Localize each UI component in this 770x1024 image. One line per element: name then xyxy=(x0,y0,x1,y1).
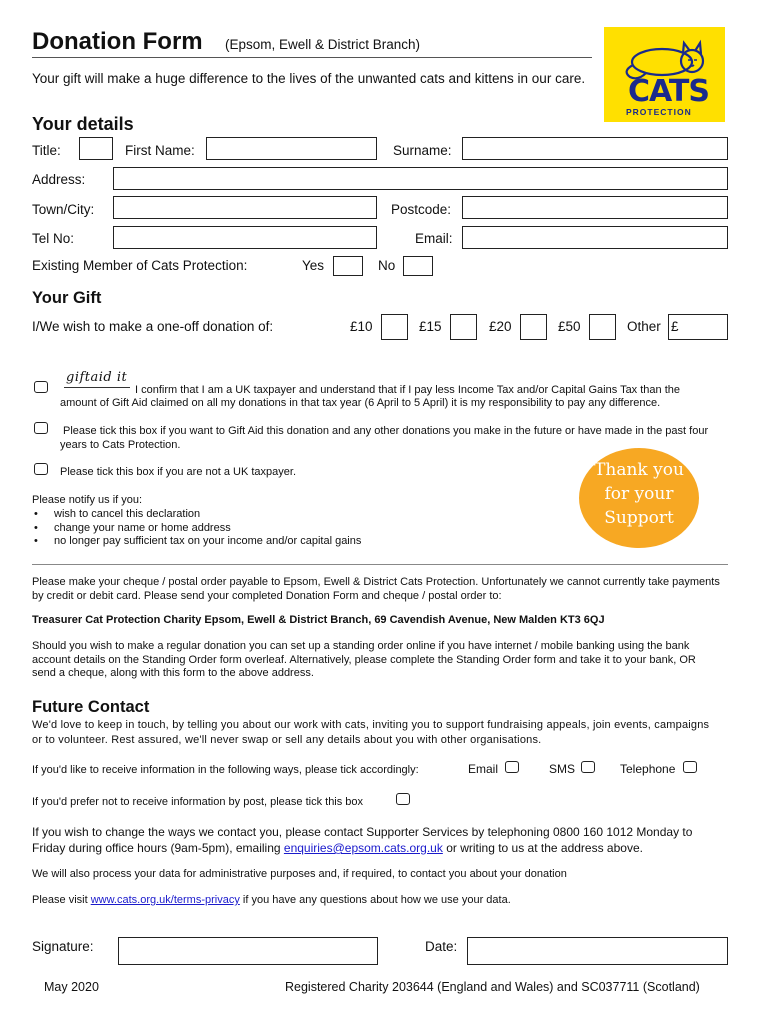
member-no-checkbox[interactable] xyxy=(403,256,433,276)
amount-15-checkbox[interactable] xyxy=(450,314,477,340)
logo-word-cats: CATS xyxy=(628,74,709,109)
charity-registration: Registered Charity 203644 (England and Wales) and SC037711 (Scotland) xyxy=(285,980,700,994)
admin-text: We will also process your data for administrative purposes and, if required, to contact you about your donation xyxy=(32,868,567,880)
thank-you-badge xyxy=(579,448,699,548)
amount-15-label: £15 xyxy=(419,319,442,334)
address-label: Address: xyxy=(32,172,86,187)
privacy-post: if you have any questions about how we use your data. xyxy=(242,894,511,906)
change-contact-text xyxy=(32,824,722,856)
contact-email-checkbox[interactable] xyxy=(505,761,519,773)
receive-info-label: If you'd like to receive information in the following ways, please tick accordingly: xyxy=(32,764,419,776)
thanks-line-2: for your xyxy=(604,484,674,504)
member-yes-label: Yes xyxy=(302,258,325,273)
cheque-text: Please make your cheque / postal order payable to Epsom, Ewell & District Cats Protection. Unfortunately we cannot currently take payments by credit or debit card. Please send your completed Donation Form and cheque / postal order to: xyxy=(32,576,720,602)
intro-text: Your gift will make a huge difference to the lives of the unwanted cats and kittens in our care. xyxy=(32,71,586,86)
giftaid-confirm-text-cont: amount of Gift Aid claimed on all my donations in that tax year (6 April to 5 April) it is my responsibility to pay any difference. xyxy=(60,397,661,409)
other-amount-input[interactable] xyxy=(668,314,728,340)
tel-input[interactable] xyxy=(113,226,377,249)
email-label: Email: xyxy=(415,231,453,246)
amount-20-checkbox[interactable] xyxy=(520,314,547,340)
surname-label: Surname: xyxy=(393,143,452,158)
standing-order-text: Should you wish to make a regular donation you can set up a standing order online if you have internet / mobile banking using the bank account details on the Standing Order form overleaf. Alternatively, please complete the Standing Order form and take it to your bank, OR send a cheque, along with this form to the above address. xyxy=(32,640,696,679)
change-contact-post: or writing to us at the address above. xyxy=(446,841,643,855)
privacy-text xyxy=(32,894,511,908)
treasurer-address: Treasurer Cat Protection Charity Epsom, Ewell & District Branch, 69 Cavendish Avenue, New Malden KT3 6QJ xyxy=(32,614,605,626)
giftaid-confirm-text: I confirm that I am a UK taxpayer and understand that if I pay less Income Tax and/or Capital Gains Tax than the xyxy=(135,384,680,396)
your-gift-heading: Your Gift xyxy=(32,289,102,307)
other-amount-prefix: £ xyxy=(671,319,679,334)
logo-word-protection: PROTECTION xyxy=(626,107,692,117)
title-rule xyxy=(32,57,592,58)
contact-telephone-label: Telephone xyxy=(620,762,676,776)
town-input[interactable] xyxy=(113,196,377,219)
contact-telephone-checkbox[interactable] xyxy=(683,761,697,773)
amount-10-checkbox[interactable] xyxy=(381,314,408,340)
giftaid-logo: giftaid it xyxy=(66,370,128,385)
contact-intro: We'd love to keep in touch, by telling you about our work with cats, inviting you to support fundraising appeals, join events, campaigns or to volunteer. Rest assured, we'll never swap or sell any details about you with other organisations. xyxy=(32,719,710,746)
surname-input[interactable] xyxy=(462,137,728,160)
first-name-label: First Name: xyxy=(125,143,195,158)
oneoff-label: I/We wish to make a one-off donation of: xyxy=(32,319,274,334)
giftaid-confirm-checkbox[interactable] xyxy=(34,381,48,393)
amount-20-label: £20 xyxy=(489,319,512,334)
contact-sms-checkbox[interactable] xyxy=(581,761,595,773)
list-item: • no longer pay sufficient tax on your income and/or capital gains xyxy=(32,535,432,549)
privacy-pre: Please visit xyxy=(32,894,88,906)
title-label: Title: xyxy=(32,143,61,158)
branch-name: (Epsom, Ewell & District Branch) xyxy=(225,37,421,52)
member-no-label: No xyxy=(378,258,396,273)
other-amount-label: Other xyxy=(627,319,661,334)
contact-email-label: Email xyxy=(468,762,499,776)
thanks-line-3: Support xyxy=(604,508,674,528)
post-optout-label: If you'd prefer not to receive information by post, please tick this box xyxy=(32,796,364,808)
not-taxpayer-text: Please tick this box if you are not a UK taxpayer. xyxy=(60,466,297,478)
postcode-label: Postcode: xyxy=(391,202,452,217)
signature-label: Signature: xyxy=(32,939,94,954)
footer-date: May 2020 xyxy=(44,980,99,994)
notify-heading: Please notify us if you: xyxy=(32,494,143,506)
date-label: Date: xyxy=(425,939,458,954)
your-details-heading: Your details xyxy=(32,114,134,134)
list-item: • wish to cancel this declaration xyxy=(32,508,432,522)
future-contact-heading: Future Contact xyxy=(32,698,150,716)
form-title: Donation Form xyxy=(32,28,203,55)
post-optout-checkbox[interactable] xyxy=(396,793,410,805)
amount-10-label: £10 xyxy=(350,319,373,334)
address-input[interactable] xyxy=(113,167,728,190)
thanks-line-1: Thank you xyxy=(594,460,684,480)
member-label: Existing Member of Cats Protection: xyxy=(32,258,248,273)
email-input[interactable] xyxy=(462,226,728,249)
signature-input[interactable] xyxy=(118,937,378,965)
giftaid-future-text: Please tick this box if you want to Gift Aid this donation and any other donations you make in the future or have made in the past four years to Cats Protection. xyxy=(60,425,709,451)
not-taxpayer-checkbox[interactable] xyxy=(34,463,48,475)
first-name-input[interactable] xyxy=(206,137,377,160)
tel-label: Tel No: xyxy=(32,231,75,246)
date-input[interactable] xyxy=(467,937,728,965)
amount-50-checkbox[interactable] xyxy=(589,314,616,340)
member-yes-checkbox[interactable] xyxy=(333,256,363,276)
notify-list xyxy=(32,508,432,549)
amount-50-label: £50 xyxy=(558,319,581,334)
enquiries-email-link[interactable]: enquiries@epsom.cats.org.uk xyxy=(283,841,443,855)
section-divider xyxy=(32,564,728,565)
change-contact-pre: If you wish to change the ways we contact you, please contact Supporter Services by telephoning 0800 160 1012 Monday to Friday during office hours (9am-5pm), emailing xyxy=(32,825,693,855)
privacy-link[interactable]: www.cats.org.uk/terms-privacy xyxy=(90,894,240,906)
giftaid-logo-underline xyxy=(64,387,130,388)
title-input[interactable] xyxy=(79,137,113,160)
giftaid-future-checkbox[interactable] xyxy=(34,422,48,434)
contact-sms-label: SMS xyxy=(549,762,576,776)
cats-protection-logo xyxy=(604,27,725,122)
postcode-input[interactable] xyxy=(462,196,728,219)
list-item: • change your name or home address xyxy=(32,522,432,536)
town-label: Town/City: xyxy=(32,202,95,217)
